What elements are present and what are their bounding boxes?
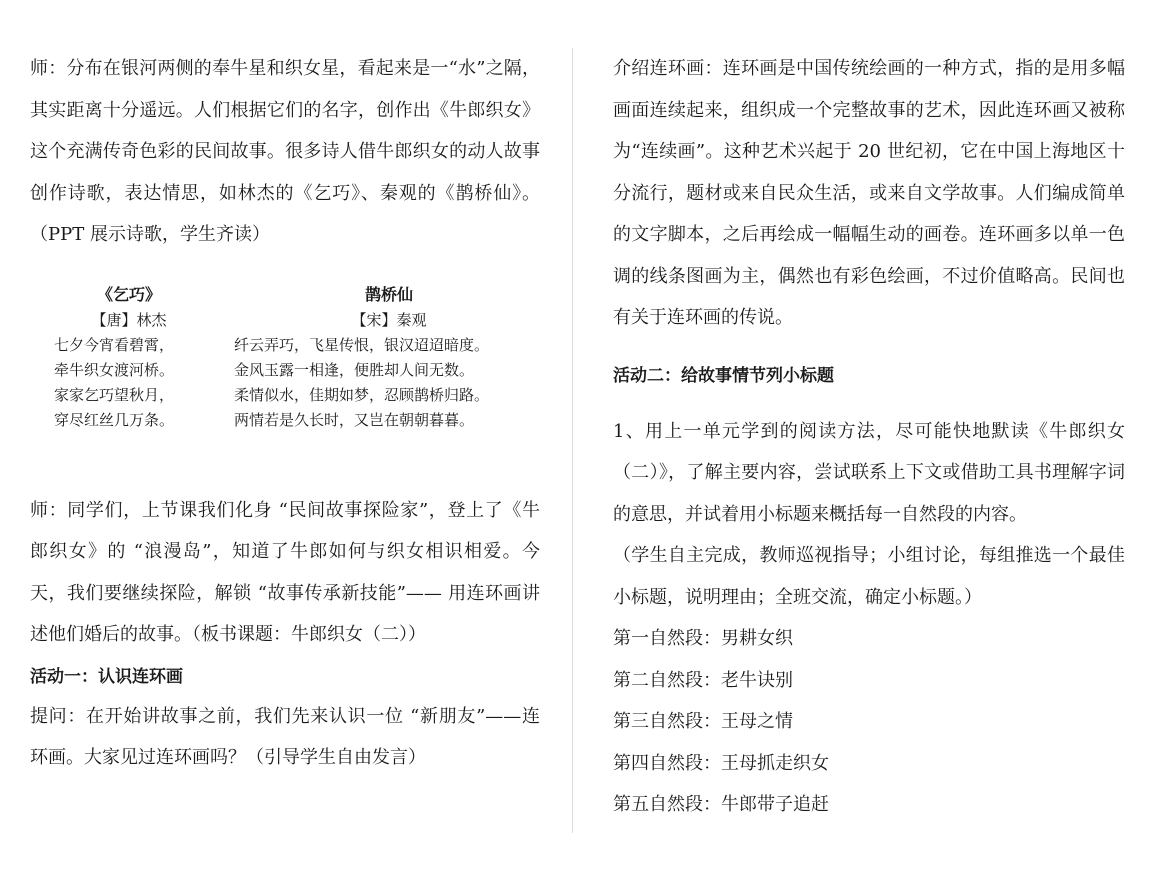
intro-paragraph: 师：分布在银河两侧的奉牛星和织女星，看起来是一“水”之隔，其实距离十分遥远。人们根据它们的名字，创作出《牛郎织女》这个充满传奇色彩的民间故事。很多诗人借牛郎织女的动人故事创作诗歌，表达情思，如林杰的《乞巧》、秦观的《鹊桥仙》。（PPT 展示诗歌，学生齐读） <box>30 58 540 245</box>
activity1-paragraph: 提问：在开始讲故事之前，我们先来认识一位 “新朋友”——连环画。大家见过连环画吗？（引导学生自由发言） <box>30 705 540 768</box>
task-paragraph: 1、用上一单元学到的阅读方法，尽可能快地默读《牛郎织女（二）》，了解主要内容，尝试联系上下文或借助工具书理解字词的意思，并试着用小标题来概括每一自然段的内容。 <box>613 420 1125 525</box>
poem-block <box>30 284 540 454</box>
left-column <box>30 48 540 779</box>
poem-line: 两情若是久长时，又岂在朝朝暮暮。 <box>234 410 475 429</box>
poem-line: 纤云弄巧，飞星传恨，银汉迢迢暗度。 <box>234 335 490 354</box>
poem-line: 牵牛织女渡河桥。 <box>54 360 175 379</box>
teacher-paragraph: 师：同学们，上节课我们化身 “民间故事探险家”，登上了《牛郎织女》的 “浪漫岛”，知道了牛郎如何与织女相识相爱。今天，我们要继续探险，解锁 “故事传承新技能”—— 用连环画讲述他们婚后的故事。（板书课题：牛郎织女（二）） <box>30 499 540 645</box>
paragraph-title-item: 第五自然段：牛郎带子追赶 <box>613 794 829 815</box>
column-divider <box>572 48 573 833</box>
poem-line: 七夕今宵看碧霄， <box>54 335 175 354</box>
poem-title: 《乞巧》 <box>96 284 161 304</box>
poem-line: 金风玉露一相逢，便胜却人间无数。 <box>234 360 475 379</box>
paragraph-title-item: 第二自然段：老牛诀别 <box>613 669 793 691</box>
poem-qiqiao <box>54 284 204 433</box>
paragraph-title-item: 第三自然段：王母之情 <box>613 711 793 732</box>
paragraph-title-item: 第一自然段：男耕女织 <box>613 628 793 649</box>
intro-paragraph: 介绍连环画：连环画是中国传统绘画的一种方式，指的是用多幅画面连续起来，组织成一个完整故事的艺术，因此连环画又被称为“连续画”。这种艺术兴起于 20 世纪初，它在中国上海地区十分流行，题材或来自民众生活，或来自文学故事。人们编成简单的文字脚本，之后再绘成一幅幅生动的画卷。连环画多以单一色调的线条图画为主，偶然也有彩色绘画，不过价值略高。民间也有关于连环画的传说。 <box>613 58 1125 328</box>
poem-queqiaoxian <box>234 284 544 433</box>
activity2-heading: 活动二：给故事情节列小标题 <box>613 365 834 386</box>
poem-line: 柔情似水，佳期如梦，忍顾鹊桥归路。 <box>234 385 490 404</box>
poem-line: 穿尽红丝几万条。 <box>54 410 175 429</box>
poem-line: 家家乞巧望秋月， <box>54 385 175 404</box>
guidance-paragraph: （学生自主完成，教师巡视指导；小组讨论，每组推选一个最佳小标题，说明理由；全班交流，确定小标题。） <box>613 545 1125 608</box>
poem-author: 【宋】秦观 <box>351 310 427 329</box>
right-column <box>613 48 1125 826</box>
activity1-heading: 活动一：认识连环画 <box>30 666 183 687</box>
paragraph-title-item: 第四自然段：王母抓走织女 <box>613 752 829 774</box>
poem-title: 鹊桥仙 <box>364 284 413 304</box>
poem-author: 【唐】林杰 <box>91 310 167 329</box>
